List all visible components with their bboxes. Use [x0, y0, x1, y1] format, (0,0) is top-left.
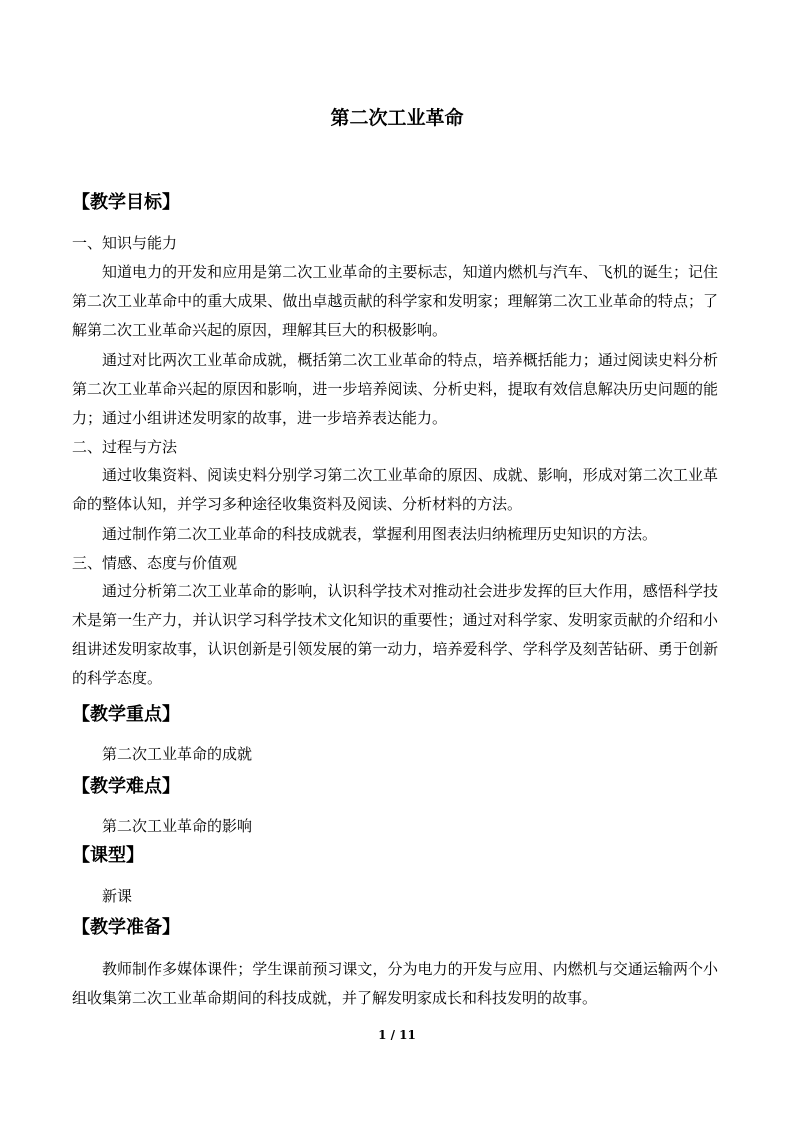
- preparation-heading: 【教学准备】: [72, 917, 180, 938]
- emotion-paragraph-1: 通过分析第二次工业革命的影响，认识科学技术对推动社会进步发挥的巨大作用，感悟科学技术是第一生产力，并认识学习科学技术文化知识的重要性；通过对科学家、发明家贡献的介绍和小组讲述发明家故事，认识创新是引领发展的第一动力，培养爱科学、学科学及刻苦钻研、勇于创新的科学态度。: [72, 582, 718, 687]
- page-number: 1 / 11: [378, 1028, 416, 1042]
- emotion-heading: 三、情感、态度与价值观: [72, 554, 238, 572]
- difficulty-heading: 【教学难点】: [72, 776, 180, 797]
- process-paragraph-1: 通过收集资料、阅读史料分别学习第二次工业革命的原因、成就、影响，形成对第二次工业革命的整体认知，并学习多种途径收集资料及阅读、分析材料的方法。: [72, 466, 718, 513]
- knowledge-paragraph-1: 知道电力的开发和应用是第二次工业革命的主要标志，知道内燃机与汽车、飞机的诞生；记住第二次工业革命中的重大成果、做出卓越贡献的科学家和发明家；理解第二次工业革命的特点；了解第二次工业革命兴起的原因，理解其巨大的积极影响。: [72, 263, 718, 339]
- objectives-heading: 【教学目标】: [72, 192, 180, 213]
- knowledge-paragraph-2: 通过对比两次工业革命成就，概括第二次工业革命的特点，培养概括能力；通过阅读史料分析第二次工业革命兴起的原因和影响，进一步培养阅读、分析史料，提取有效信息解决历史问题的能力；通过小组讲述发明家的故事，进一步培养表达能力。: [72, 351, 718, 427]
- lesson-type-text: 新课: [102, 887, 133, 905]
- document-title: 第二次工业革命: [330, 107, 464, 129]
- process-paragraph-2: 通过制作第二次工业革命的科技成就表，掌握利用图表法归纳梳理历史知识的方法。: [102, 525, 658, 543]
- difficulty-text: 第二次工业革命的影响: [102, 817, 253, 835]
- knowledge-heading: 一、知识与能力: [72, 234, 178, 252]
- key-point-text: 第二次工业革命的成就: [102, 745, 253, 763]
- lesson-type-heading: 【课型】: [72, 845, 144, 866]
- key-point-heading: 【教学重点】: [72, 704, 180, 725]
- process-heading: 二、过程与方法: [72, 438, 178, 456]
- preparation-paragraph: 教师制作多媒体课件；学生课前预习课文，分为电力的开发与应用、内燃机与交通运输两个小组收集第二次工业革命期间的科技成就，并了解发明家成长和科技发明的故事。: [72, 960, 718, 1007]
